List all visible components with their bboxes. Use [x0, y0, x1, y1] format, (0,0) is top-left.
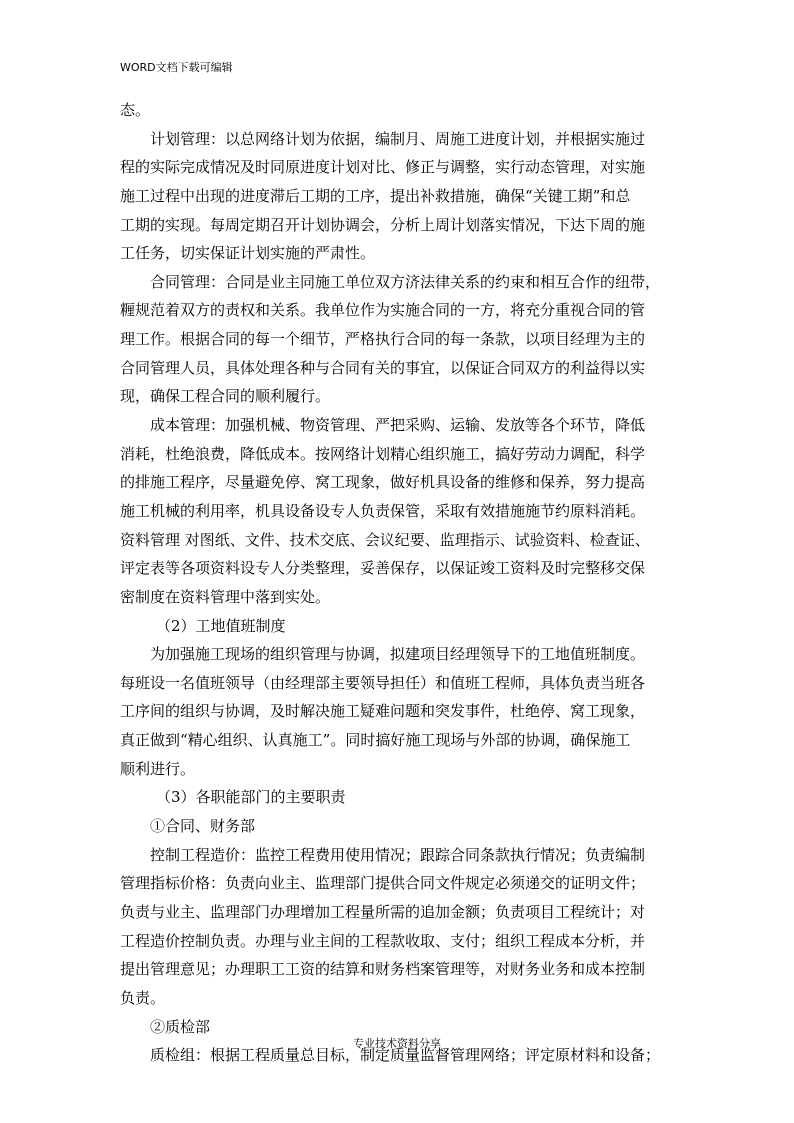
paragraph-start: 成本管理：加强机械、物资管理、严把采购、运输、发放等各个环节，降低 — [150, 416, 646, 435]
text-line: 负责。 — [120, 988, 166, 1007]
section-heading: （3）各职能部门的主要职责 — [156, 788, 346, 807]
text-line: 程的实际完成情况及时同原进度计划对比、修正与调整，实行动态管理，对实施 — [120, 158, 646, 177]
text-line: 真正做到“精心组织、认真施工”。同时搞好施工现场与外部的协调，确保施工 — [120, 731, 631, 750]
text-line: 工任务，切实保证计划实施的严肃性。 — [120, 244, 376, 263]
paragraph-start: 质检组：根据工程质量总目标，制定质量监督管理网络；评定原材料和设备； — [150, 1046, 661, 1065]
subsection-heading: ①合同、财务部 — [150, 817, 256, 836]
text-line: 管理指标价格：负责向业主、监理部门提供合同文件规定必须递交的证明文件； — [120, 874, 646, 893]
page-footer: 专业技术资料分享 — [353, 1037, 441, 1050]
text-line: 态。 — [120, 101, 151, 119]
text-line: 工序间的组织与协调，及时解决施工疑难问题和突发事件，杜绝停、窝工现象， — [120, 702, 646, 721]
text-line: 现，确保工程合同的顺利履行。 — [120, 387, 331, 406]
page-header: WORD文档下载可编辑 — [120, 61, 233, 74]
text-line: 提出管理意见；办理职工工资的结算和财务档案管理等，对财务业务和成本控制 — [120, 960, 646, 979]
text-line: 理工作。根据合同的每一个细节，严格执行合同的每一条款，以项目经理为主的 — [120, 330, 646, 349]
text-line: 的排施工程序，尽量避免停、窝工现象，做好机具设备的维修和保养，努力提高 — [120, 473, 646, 492]
text-line: 密制度在资料管理中落到实处。 — [120, 587, 331, 606]
text-line: 工程造价控制负责。办理与业主间的工程款收取、支付；组织工程成本分析，并 — [120, 931, 646, 950]
text-line: 工期的实现。每周定期召开计划协调会，分析上周计划落实情况，下达下周的施 — [120, 215, 646, 234]
paragraph-start: 合同管理：合同是业主同施工单位双方济法律关系的约束和相互合作的纽带， — [150, 272, 661, 291]
paragraph-start: 为加强施工现场的组织管理与协调，拟建项目经理领导下的工地值班制度。 — [150, 645, 646, 664]
subsection-heading: ②质检部 — [150, 1017, 211, 1036]
text-line: 负责与业主、监理部门办理增加工程量所需的追加金额；负责项目工程统计；对 — [120, 902, 646, 921]
document-body — [120, 96, 686, 1070]
paragraph-start: 计划管理：以总网络计划为依据，编制月、周施工进度计划，并根据实施过 — [150, 129, 646, 148]
text-line: 每班设一名值班领导（由经理部主要领导担任）和值班工程师，具体负责当班各 — [120, 673, 646, 692]
text-line: 资料管理 对图纸、文件、技术交底、会议纪要、监理指示、试验资料、检查证、 — [120, 530, 650, 549]
paragraph-start: 控制工程造价：监控工程费用使用情况；跟踪合同条款执行情况；负责编制 — [150, 845, 646, 864]
section-heading: （2）工地值班制度 — [156, 616, 286, 635]
text-line: 糎规范着双方的责权和关系。我单位作为实施合同的一方，将充分重视合同的管 — [120, 301, 646, 320]
text-line: 顺利进行。 — [120, 759, 196, 778]
text-line: 施工机械的利用率，机具设备设专人负责保管，采取有效措施施节约原料消耗。 — [120, 501, 646, 520]
text-line: 评定表等各项资料设专人分类整理，妥善保存，以保证竣工资料及时完整移交保 — [120, 559, 646, 578]
text-line: 施工过程中出现的进度滞后工期的工序，提出补救措施，确保“关键工期”和总 — [120, 186, 631, 205]
text-line: 合同管理人员，具体处理各种与合同有关的事宜，以保证合同双方的利益得以实 — [120, 358, 646, 377]
text-line: 消耗，杜绝浪费，降低成本。按网络计划精心组织施工，搞好劳动力调配，科学 — [120, 444, 646, 463]
